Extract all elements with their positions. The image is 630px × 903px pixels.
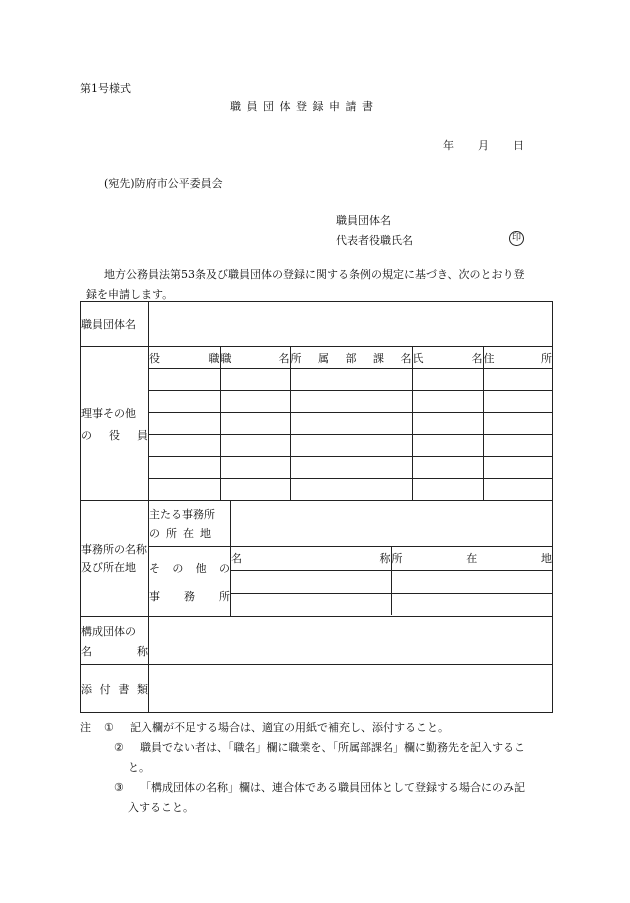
other-office-grid — [231, 547, 553, 617]
other-office-header: そ の 他 の 事 務 所 — [149, 547, 231, 617]
table-row[interactable] — [231, 593, 552, 615]
main-office-header: 主たる事務所 の 所 在 地 — [149, 501, 231, 547]
attachments-input[interactable] — [149, 665, 553, 713]
table-row[interactable] — [149, 369, 552, 391]
notes-prefix: 注 — [80, 721, 91, 734]
note-continuation: 入すること。 — [128, 801, 194, 814]
intro-line-1: 地方公務員法第53条及び職員団体の登録に関する条例の規定に基づき、次のとおり登 — [104, 268, 525, 281]
note-number: ② — [114, 741, 124, 754]
main-office-input[interactable] — [231, 501, 553, 547]
org-name-input[interactable] — [149, 302, 553, 347]
officers-header-row: 役 職 職 名 所 属 部 課 名 氏 名 住 所 — [149, 347, 552, 369]
note-text: 「構成団体の名称」欄は、連合体である職員団体として登録する場合にのみ記 — [140, 781, 525, 794]
intro-line-2: 録を申請します。 — [86, 288, 174, 301]
member-orgs-header: 構成団体の 名 称 — [81, 617, 149, 665]
member-orgs-input[interactable] — [149, 617, 553, 665]
table-row[interactable] — [231, 570, 552, 593]
note-number: ① — [104, 721, 114, 734]
date-day: 日 — [513, 139, 524, 152]
representative-label: 代表者役職氏名 — [336, 234, 413, 247]
officers-header: 理事その他 の 役 員 — [81, 347, 149, 501]
table-row[interactable] — [149, 435, 552, 457]
page-title: 職 員 団 体 登 録 申 請 書 — [230, 100, 374, 113]
notes — [80, 718, 550, 818]
application-form-table — [80, 301, 553, 713]
date-year: 年 — [443, 139, 454, 152]
note-text: 職員でない者は、「職名」欄に職業を、「所属部課名」欄に勤務先を記入するこ — [140, 741, 525, 754]
form-number: 第1号様式 — [80, 82, 131, 95]
seal-icon: 印 — [509, 231, 524, 246]
table-row[interactable] — [149, 413, 552, 435]
table-row[interactable] — [149, 391, 552, 413]
office-header: 事務所の名称及び所在地 — [81, 501, 149, 617]
note-number: ③ — [114, 781, 124, 794]
org-name-header: 職員団体名 — [81, 302, 149, 347]
officers-grid — [149, 347, 553, 501]
date-month: 月 — [478, 139, 489, 152]
org-name-label: 職員団体名 — [336, 214, 391, 227]
other-office-header-row: 名 称 所 在 地 — [231, 547, 552, 570]
table-row[interactable] — [149, 479, 552, 501]
addressee: (宛先)防府市公平委員会 — [104, 177, 223, 190]
note-text: 記入欄が不足する場合は、適宜の用紙で補充し、添付すること。 — [130, 721, 449, 734]
table-row[interactable] — [149, 457, 552, 479]
note-continuation: と。 — [128, 761, 150, 774]
attachments-header: 添 付 書 類 — [81, 665, 149, 713]
